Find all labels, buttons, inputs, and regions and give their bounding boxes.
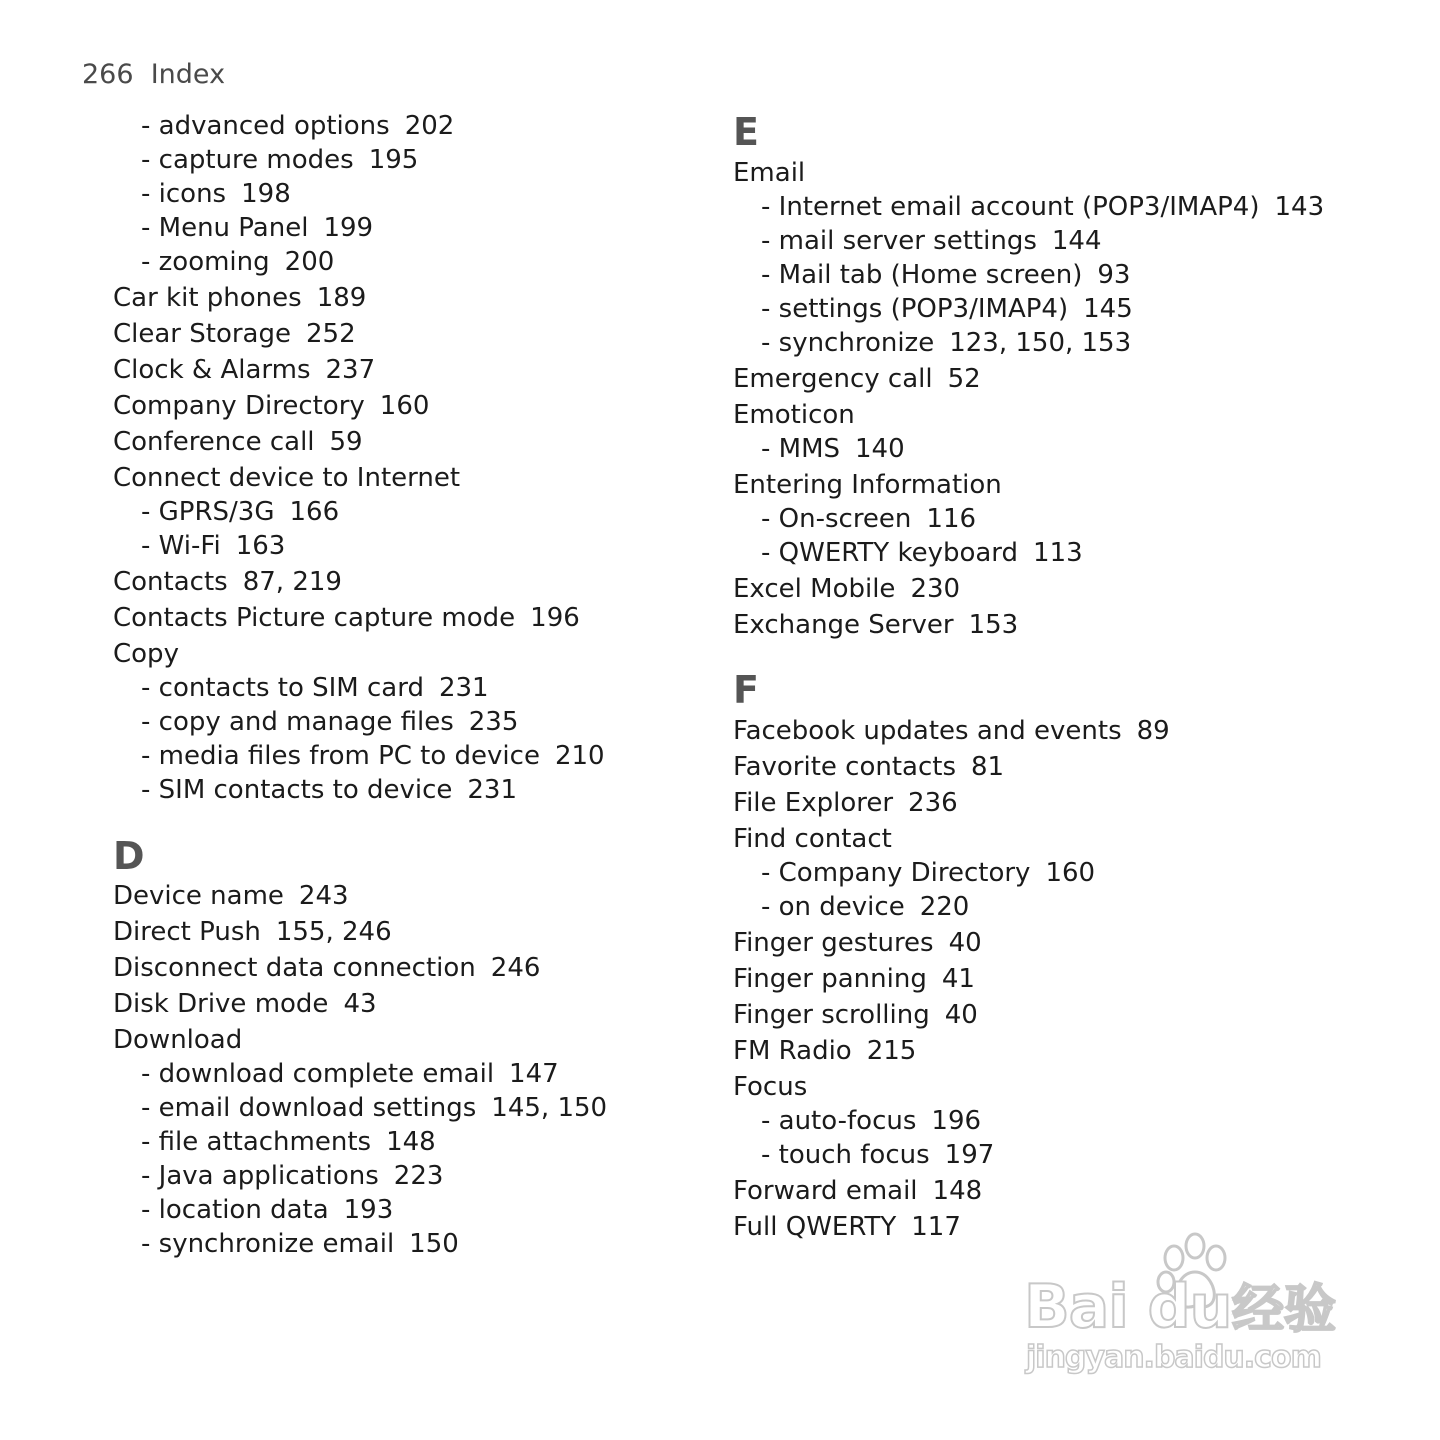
entry-page-numbers: 147 [509, 1059, 559, 1089]
entry-page-numbers: 160 [379, 391, 430, 421]
entry-term: - SIM contacts to device [141, 775, 453, 805]
watermark-cn: 经验 [1232, 1280, 1337, 1340]
entry-page-numbers: 195 [368, 145, 419, 175]
entry-page-numbers: 87, 219 [242, 567, 342, 597]
entry-page-numbers: 196 [530, 603, 580, 633]
entry-page-numbers: 52 [947, 364, 981, 394]
entry-term: Full QWERTY [733, 1212, 897, 1242]
index-subentry [761, 225, 1102, 257]
index-subentry [141, 1092, 607, 1124]
index-entry [733, 573, 960, 605]
entry-page-numbers: 198 [241, 179, 291, 209]
entry-term: Clear Storage [113, 319, 291, 349]
entry-page-numbers: 237 [325, 355, 376, 385]
entry-page-numbers: 252 [306, 319, 356, 349]
entry-term: Excel Mobile [733, 574, 896, 604]
entry-term: Contacts Picture capture mode [113, 603, 516, 633]
index-entry [113, 988, 377, 1020]
index-entry [113, 566, 342, 598]
index-subentry [761, 259, 1130, 291]
index-entry [733, 1175, 982, 1207]
index-entry [733, 399, 855, 431]
entry-term: File Explorer [733, 788, 894, 818]
entry-page-numbers: 230 [910, 574, 961, 604]
entry-page-numbers: 140 [855, 434, 905, 464]
index-entry [733, 469, 1002, 501]
entry-page-numbers: 81 [971, 752, 1005, 782]
index-subentry [141, 1160, 443, 1192]
entry-term: Find contact [733, 824, 892, 854]
entry-page-numbers: 40 [944, 1000, 978, 1030]
index-entry [113, 1024, 242, 1056]
entry-page-numbers: 116 [926, 504, 977, 534]
entry-term: Focus [733, 1072, 808, 1102]
index-subentry [141, 1228, 459, 1260]
entry-page-numbers: 150 [409, 1229, 459, 1259]
entry-term: Exchange Server [733, 610, 954, 640]
index-entry [733, 751, 1004, 783]
entry-term: - mail server settings [761, 226, 1037, 256]
index-entry [113, 638, 179, 670]
entry-term: Direct Push [113, 917, 261, 947]
entry-page-numbers: 246 [490, 953, 541, 983]
entry-term: Car kit phones [113, 283, 302, 313]
entry-term: - synchronize email [141, 1229, 395, 1259]
index-subentry [761, 503, 976, 535]
index-entry [113, 462, 460, 494]
entry-term: Disk Drive mode [113, 989, 329, 1019]
entry-term: - On-screen [761, 504, 912, 534]
index-subentry [141, 706, 518, 738]
entry-term: Forward email [733, 1176, 918, 1206]
entry-term: - icons [141, 179, 227, 209]
index-subentry [141, 110, 454, 142]
index-entry [733, 823, 892, 855]
entry-page-numbers: 148 [932, 1176, 983, 1206]
entry-term: - Company Directory [761, 858, 1031, 888]
index-subentry [761, 891, 969, 923]
entry-term: - Internet email account (POP3/IMAP4) [761, 192, 1260, 222]
entry-term: Emoticon [733, 400, 855, 430]
entry-term: - settings (POP3/IMAP4) [761, 294, 1069, 324]
entry-page-numbers: 196 [931, 1106, 982, 1136]
index-entry [113, 426, 363, 458]
index-entry [733, 609, 1018, 641]
entry-page-numbers: 193 [343, 1195, 394, 1225]
entry-page-numbers: 113 [1033, 538, 1083, 568]
index-subentry [761, 857, 1095, 889]
index-subentry [761, 191, 1324, 223]
index-subentry [761, 327, 1131, 359]
index-entry [113, 282, 366, 314]
entry-term: - MMS [761, 434, 841, 464]
section-letter: F [733, 668, 759, 712]
entry-page-numbers: 215 [866, 1036, 917, 1066]
page-title: Index [150, 59, 226, 90]
entry-term: Email [733, 158, 806, 188]
entry-term: - Wi-Fi [141, 531, 221, 561]
index-entry [113, 354, 375, 386]
index-subentry [141, 1058, 559, 1090]
entry-term: Connect device to Internet [113, 463, 461, 493]
entry-page-numbers: 235 [468, 707, 519, 737]
entry-page-numbers: 231 [438, 673, 489, 703]
entry-term: - download complete email [141, 1059, 495, 1089]
entry-term: - on device [761, 892, 905, 922]
index-entry [733, 963, 975, 995]
entry-page-numbers: 199 [323, 213, 374, 243]
entry-page-numbers: 145, 150 [491, 1093, 608, 1123]
entry-term: Download [113, 1025, 243, 1055]
entry-page-numbers: 210 [554, 741, 605, 771]
entry-term: - synchronize [761, 328, 935, 358]
entry-page-numbers: 89 [1136, 716, 1170, 746]
index-entry [733, 715, 1170, 747]
entry-term: Finger scrolling [733, 1000, 930, 1030]
index-subentry [141, 212, 373, 244]
index-entry [733, 999, 978, 1031]
entry-term: - QWERTY keyboard [761, 538, 1019, 568]
entry-page-numbers: 223 [393, 1161, 444, 1191]
entry-page-numbers: 160 [1045, 858, 1096, 888]
entry-term: - file attachments [141, 1127, 372, 1157]
page-number: 266 [82, 59, 134, 90]
entry-page-numbers: 155, 246 [275, 917, 392, 947]
index-entry [733, 1071, 807, 1103]
index-entry [113, 916, 392, 948]
entry-page-numbers: 117 [911, 1212, 961, 1242]
entry-page-numbers: 144 [1051, 226, 1102, 256]
entry-term: Entering Information [733, 470, 1002, 500]
index-subentry [141, 774, 517, 806]
entry-term: Favorite contacts [733, 752, 957, 782]
entry-term: - zooming [141, 247, 270, 277]
entry-term: Disconnect data connection [113, 953, 476, 983]
index-entry [113, 602, 580, 634]
index-subentry [141, 144, 418, 176]
index-entry [113, 952, 540, 984]
index-entry [113, 390, 429, 422]
entry-term: Conference call [113, 427, 315, 457]
entry-page-numbers: 197 [944, 1140, 995, 1170]
entry-term: - media files from PC to device [141, 741, 540, 771]
entry-term: Contacts [113, 567, 228, 597]
entry-page-numbers: 59 [329, 427, 363, 457]
index-subentry [141, 496, 339, 528]
entry-term: - GPRS/3G [141, 497, 275, 527]
entry-term: - Java applications [141, 1161, 379, 1191]
entry-term: Device name [113, 881, 284, 911]
entry-page-numbers: 143 [1274, 192, 1325, 222]
entry-page-numbers: 220 [919, 892, 970, 922]
entry-page-numbers: 243 [298, 881, 349, 911]
entry-page-numbers: 123, 150, 153 [949, 328, 1132, 358]
index-subentry [141, 178, 291, 210]
entry-page-numbers: 231 [467, 775, 518, 805]
entry-page-numbers: 43 [343, 989, 377, 1019]
index-subentry [141, 1126, 436, 1158]
index-subentry [141, 246, 334, 278]
index-entry [733, 787, 958, 819]
entry-page-numbers: 93 [1097, 260, 1131, 290]
entry-page-numbers: 148 [386, 1127, 436, 1157]
entry-term: - auto-focus [761, 1106, 917, 1136]
index-subentry [141, 1194, 393, 1226]
index-subentry [761, 293, 1133, 325]
index-subentry [141, 530, 285, 562]
index-entry [733, 363, 981, 395]
index-subentry [761, 1105, 981, 1137]
entry-term: - email download settings [141, 1093, 477, 1123]
entry-term: - advanced options [141, 111, 390, 141]
index-subentry [761, 537, 1083, 569]
entry-page-numbers: 202 [404, 111, 455, 141]
entry-page-numbers: 236 [908, 788, 958, 818]
watermark-url: jingyan.baidu.com [1026, 1340, 1321, 1375]
index-subentry [141, 672, 489, 704]
entry-term: - capture modes [141, 145, 354, 175]
entry-term: - location data [141, 1195, 329, 1225]
index-subentry [761, 433, 905, 465]
index-subentry [141, 740, 605, 772]
entry-page-numbers: 163 [235, 531, 286, 561]
index-subentry [761, 1139, 994, 1171]
entry-term: - Menu Panel [141, 213, 309, 243]
entry-page-numbers: 200 [284, 247, 335, 277]
index-entry [733, 1035, 916, 1067]
entry-page-numbers: 166 [289, 497, 340, 527]
page-header [82, 57, 225, 93]
index-entry [733, 927, 982, 959]
index-entry [113, 318, 356, 350]
entry-term: Emergency call [733, 364, 933, 394]
section-letter: E [733, 110, 759, 154]
entry-term: - contacts to SIM card [141, 673, 424, 703]
section-letter: D [113, 834, 145, 878]
entry-term: FM Radio [733, 1036, 852, 1066]
entry-term: Copy [113, 639, 179, 669]
watermark-brand: Bai du [1024, 1272, 1232, 1342]
entry-page-numbers: 145 [1083, 294, 1133, 324]
entry-term: - Mail tab (Home screen) [761, 260, 1083, 290]
entry-page-numbers: 40 [948, 928, 982, 958]
index-entry [733, 157, 805, 189]
entry-term: Finger gestures [733, 928, 934, 958]
entry-page-numbers: 41 [941, 964, 975, 994]
entry-term: - copy and manage files [141, 707, 454, 737]
entry-term: Company Directory [113, 391, 365, 421]
entry-term: - touch focus [761, 1140, 930, 1170]
index-entry [733, 1211, 961, 1243]
entry-term: Clock & Alarms [113, 355, 311, 385]
entry-page-numbers: 189 [316, 283, 367, 313]
entry-term: Facebook updates and events [733, 716, 1122, 746]
entry-page-numbers: 153 [968, 610, 1019, 640]
index-entry [113, 880, 349, 912]
entry-term: Finger panning [733, 964, 927, 994]
baidu-jingyan-watermark [1018, 1228, 1358, 1388]
